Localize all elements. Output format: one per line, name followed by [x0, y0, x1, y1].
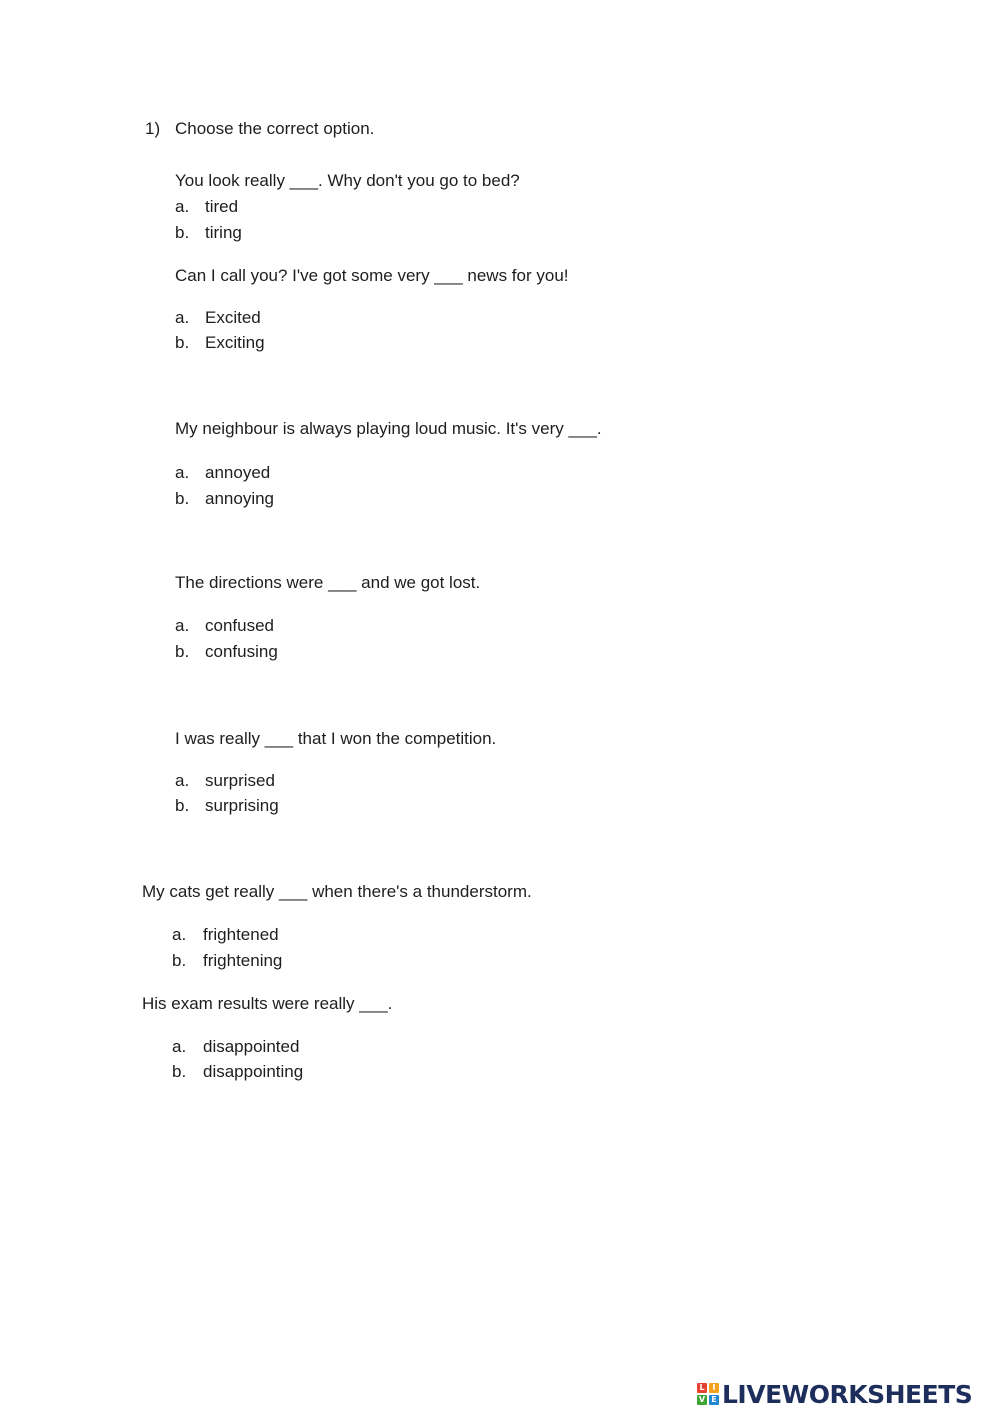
- question-prompt: My neighbour is always playing loud music. It's very ___.: [175, 419, 602, 438]
- question-prompt: You look really ___. Why don't you go to bed?: [175, 171, 520, 190]
- option-text[interactable]: Excited: [205, 308, 261, 327]
- option-text[interactable]: surprised: [205, 771, 275, 790]
- logo-text: LIVEWORKSHEETS: [722, 1379, 973, 1409]
- option-text[interactable]: surprising: [205, 796, 279, 815]
- question-prompt: Can I call you? I've got some very ___ news for you!: [175, 266, 569, 285]
- option-letter: b.: [175, 333, 190, 352]
- option-letter: a.: [175, 308, 190, 327]
- option-text[interactable]: annoyed: [205, 463, 271, 482]
- instruction-text: Choose the correct option.: [175, 119, 375, 138]
- question-prompt: His exam results were really ___.: [142, 994, 393, 1013]
- option-text[interactable]: disappointing: [203, 1062, 304, 1081]
- logo-block: L: [697, 1383, 707, 1393]
- option-letter: b.: [175, 796, 190, 815]
- question-prompt: My cats get really ___ when there's a thunderstorm.: [142, 882, 532, 901]
- logo-block: I: [709, 1383, 719, 1393]
- question-number: 1): [145, 119, 161, 138]
- option-text[interactable]: disappointed: [203, 1037, 300, 1056]
- question-prompt: I was really ___ that I won the competition.: [175, 729, 497, 748]
- option-text[interactable]: confusing: [205, 642, 278, 661]
- option-text[interactable]: annoying: [205, 489, 275, 508]
- option-text[interactable]: tiring: [205, 223, 242, 242]
- option-letter: a.: [175, 616, 190, 635]
- logo-blocks-icon: [697, 1383, 719, 1405]
- option-text[interactable]: frightening: [203, 951, 283, 970]
- option-letter: b.: [175, 489, 190, 508]
- logo-block: V: [698, 1395, 706, 1404]
- logo-block: E: [709, 1395, 719, 1405]
- liveworksheets-logo: [697, 1380, 972, 1408]
- option-text[interactable]: confused: [205, 616, 274, 635]
- option-text[interactable]: Exciting: [205, 333, 265, 352]
- option-letter: a.: [172, 925, 187, 944]
- option-letter: a.: [175, 463, 190, 482]
- question-prompt: The directions were ___ and we got lost.: [175, 573, 481, 592]
- option-letter: b.: [172, 1062, 187, 1081]
- option-letter: b.: [172, 951, 187, 970]
- option-letter: a.: [172, 1037, 187, 1056]
- option-letter: b.: [175, 642, 190, 661]
- option-letter: a.: [175, 197, 190, 216]
- option-letter: a.: [175, 771, 190, 790]
- option-text[interactable]: tired: [205, 197, 239, 216]
- option-letter: b.: [175, 223, 190, 242]
- option-text[interactable]: frightened: [203, 925, 279, 944]
